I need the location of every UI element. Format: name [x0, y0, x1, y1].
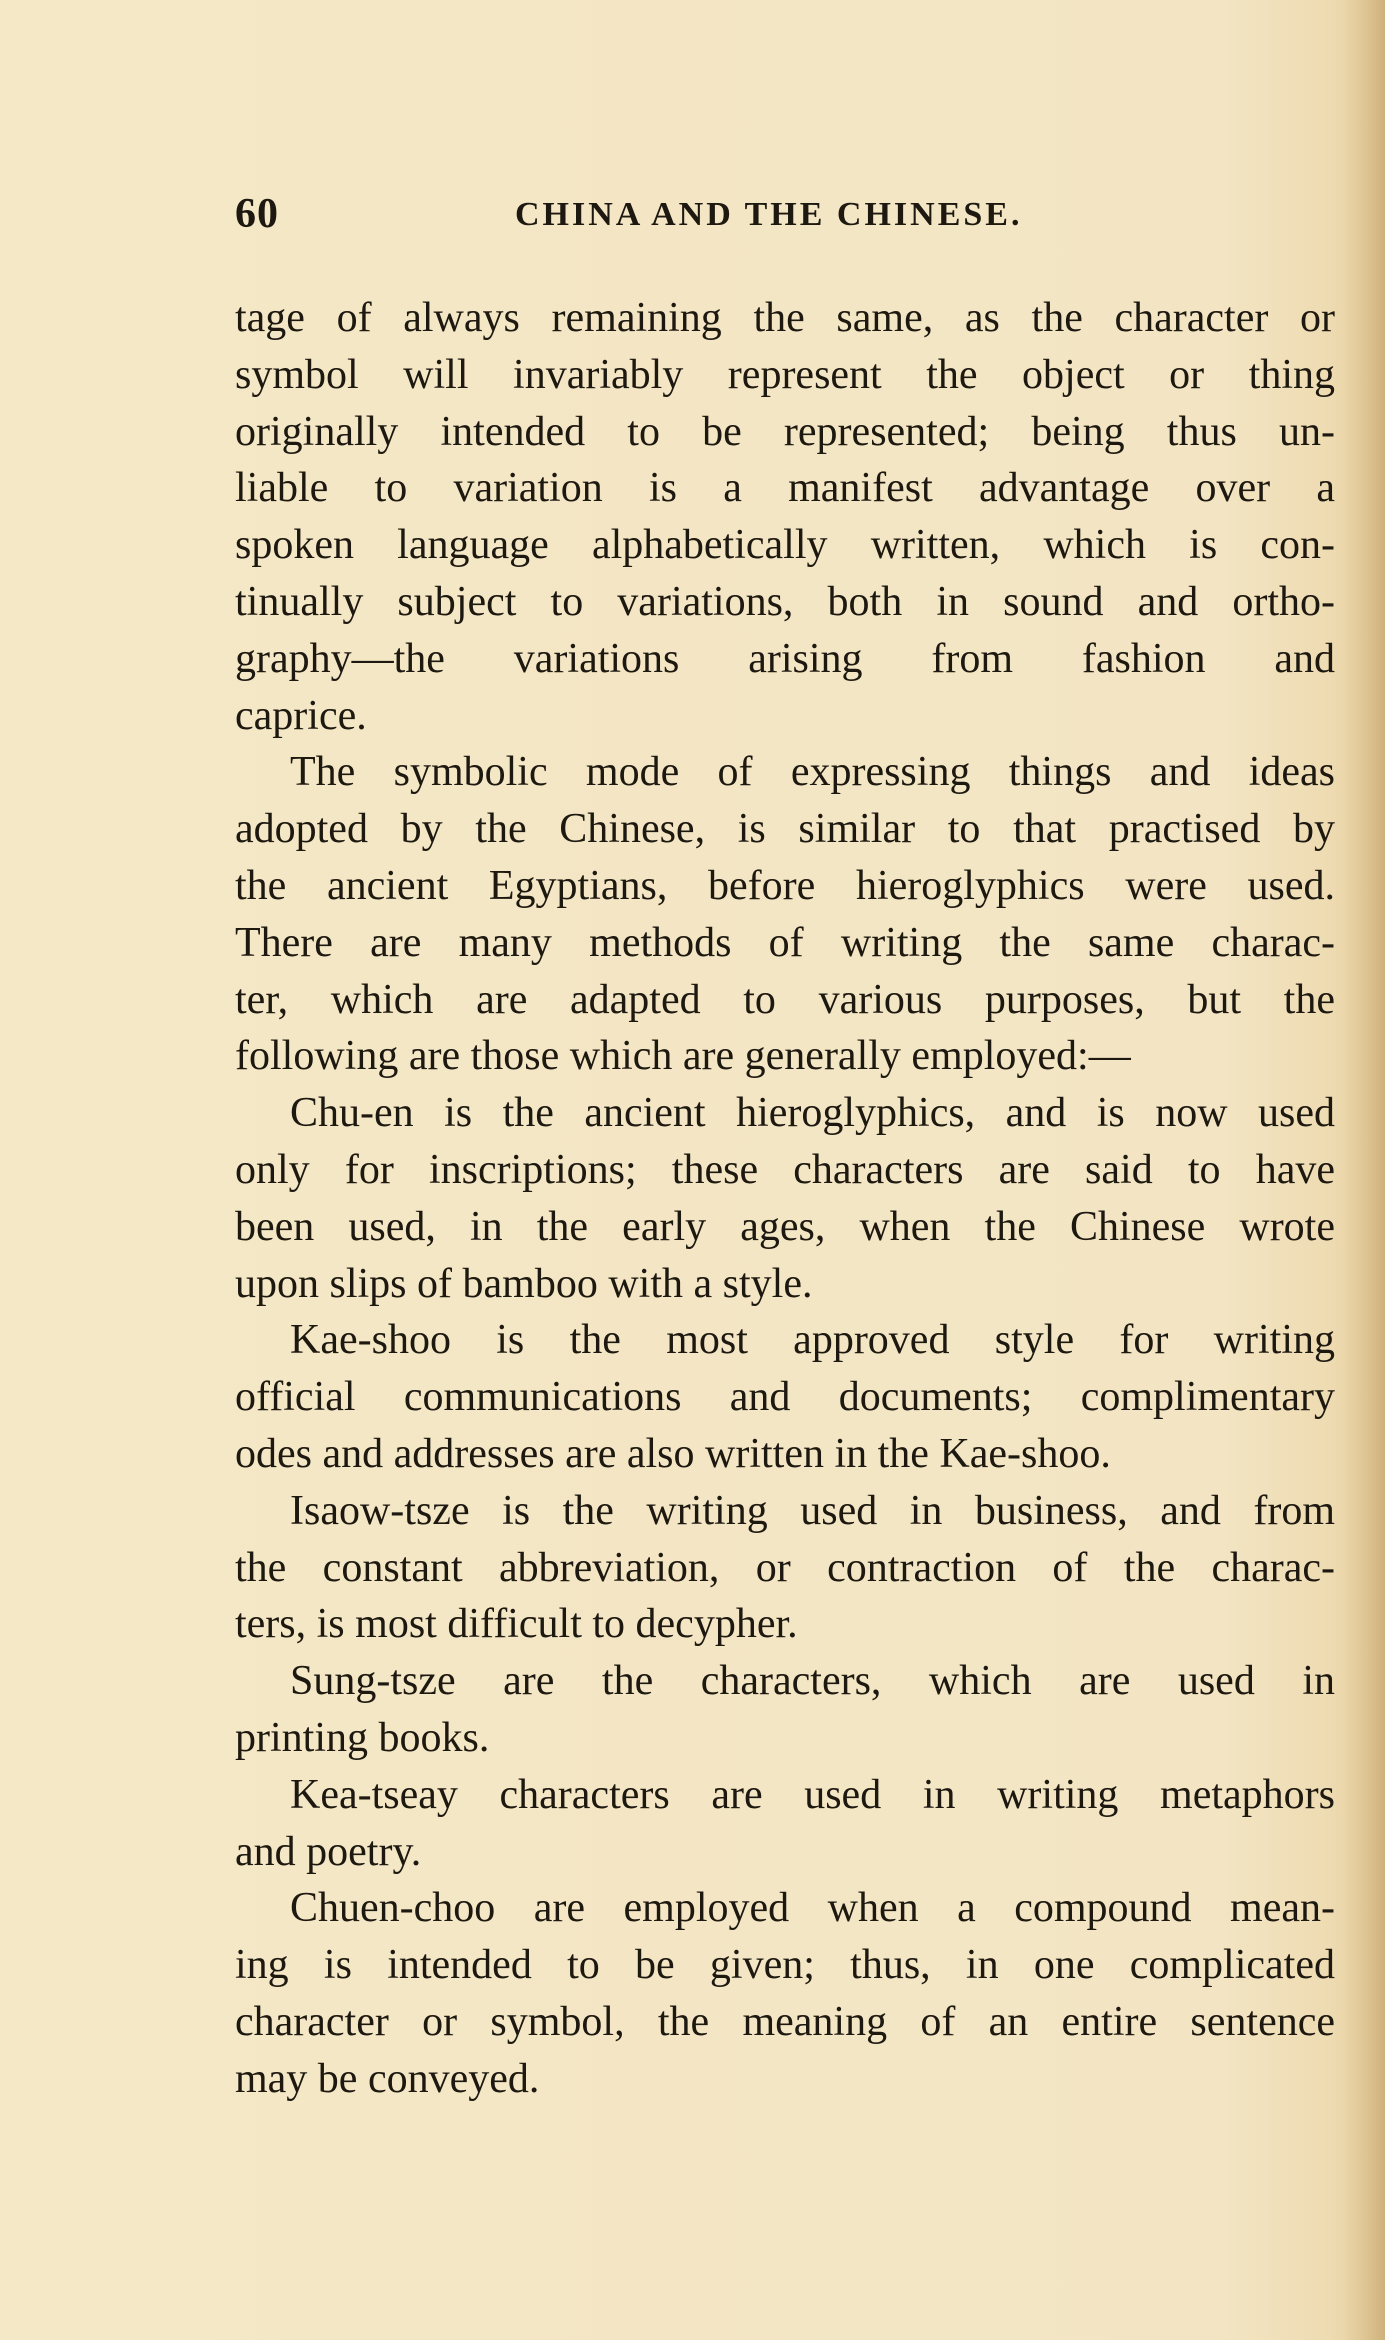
text-line: There are many methods of writing the same charac-	[235, 919, 1335, 966]
text-line: Kea-tseay characters are used in writing metaphors	[290, 1771, 1335, 1818]
text-line: upon slips of bamboo with a style.	[235, 1260, 813, 1307]
page-number: 60	[235, 191, 279, 237]
text-line: the ancient Egyptians, before hieroglyphics were used.	[235, 862, 1335, 909]
page-header	[235, 190, 1335, 250]
text-line: official communications and documents; complimentary	[235, 1374, 1335, 1421]
text-line: character or symbol, the meaning of an entire sentence	[235, 1998, 1335, 2045]
text-line: only for inscriptions; these characters are said to have	[235, 1146, 1335, 1193]
text-line: Chuen-choo are employed when a compound mean-	[290, 1885, 1335, 1932]
text-line: Sung-tsze are the characters, which are used in	[290, 1658, 1335, 1705]
text-line: The symbolic mode of expressing things and ideas	[290, 749, 1335, 796]
page-edge-shadow	[1343, 0, 1385, 2340]
text-line: liable to variation is a manifest advantage over a	[235, 465, 1335, 512]
text-line: ter, which are adapted to various purposes, but the	[235, 976, 1335, 1023]
text-line: odes and addresses are also written in the Kae-shoo.	[235, 1430, 1111, 1477]
running-head: CHINA AND THE CHINESE.	[515, 196, 1023, 233]
text-line: may be conveyed.	[235, 2055, 540, 2102]
text-line: following are those which are generally employed:—	[235, 1033, 1131, 1080]
body-text	[235, 290, 1335, 2108]
text-line: graphy—the variations arising from fashion and	[235, 635, 1335, 682]
text-line: adopted by the Chinese, is similar to that practised by	[235, 806, 1335, 853]
text-line: caprice.	[235, 692, 367, 739]
text-line: the constant abbreviation, or contraction of the charac-	[235, 1544, 1335, 1591]
text-line: tage of always remaining the same, as the character or	[235, 295, 1335, 341]
text-line: tinually subject to variations, both in sound and ortho-	[235, 578, 1335, 625]
text-line: Isaow-tsze is the writing used in business, and from	[290, 1487, 1335, 1534]
text-line: Chu-en is the ancient hieroglyphics, and is now used	[290, 1090, 1335, 1137]
text-line: Kae-shoo is the most approved style for writing	[290, 1317, 1335, 1364]
text-line: ing is intended to be given; thus, in one complicated	[235, 1942, 1335, 1989]
text-line: spoken language alphabetically written, which is con-	[235, 522, 1335, 569]
text-line: originally intended to be represented; being thus un-	[235, 408, 1335, 455]
text-line: been used, in the early ages, when the Chinese wrote	[235, 1203, 1335, 1250]
text-line: printing books.	[235, 1714, 490, 1761]
text-line: symbol will invariably represent the object or thing	[235, 351, 1335, 398]
text-line: ters, is most difficult to decypher.	[235, 1601, 798, 1648]
text-line: and poetry.	[235, 1828, 422, 1875]
